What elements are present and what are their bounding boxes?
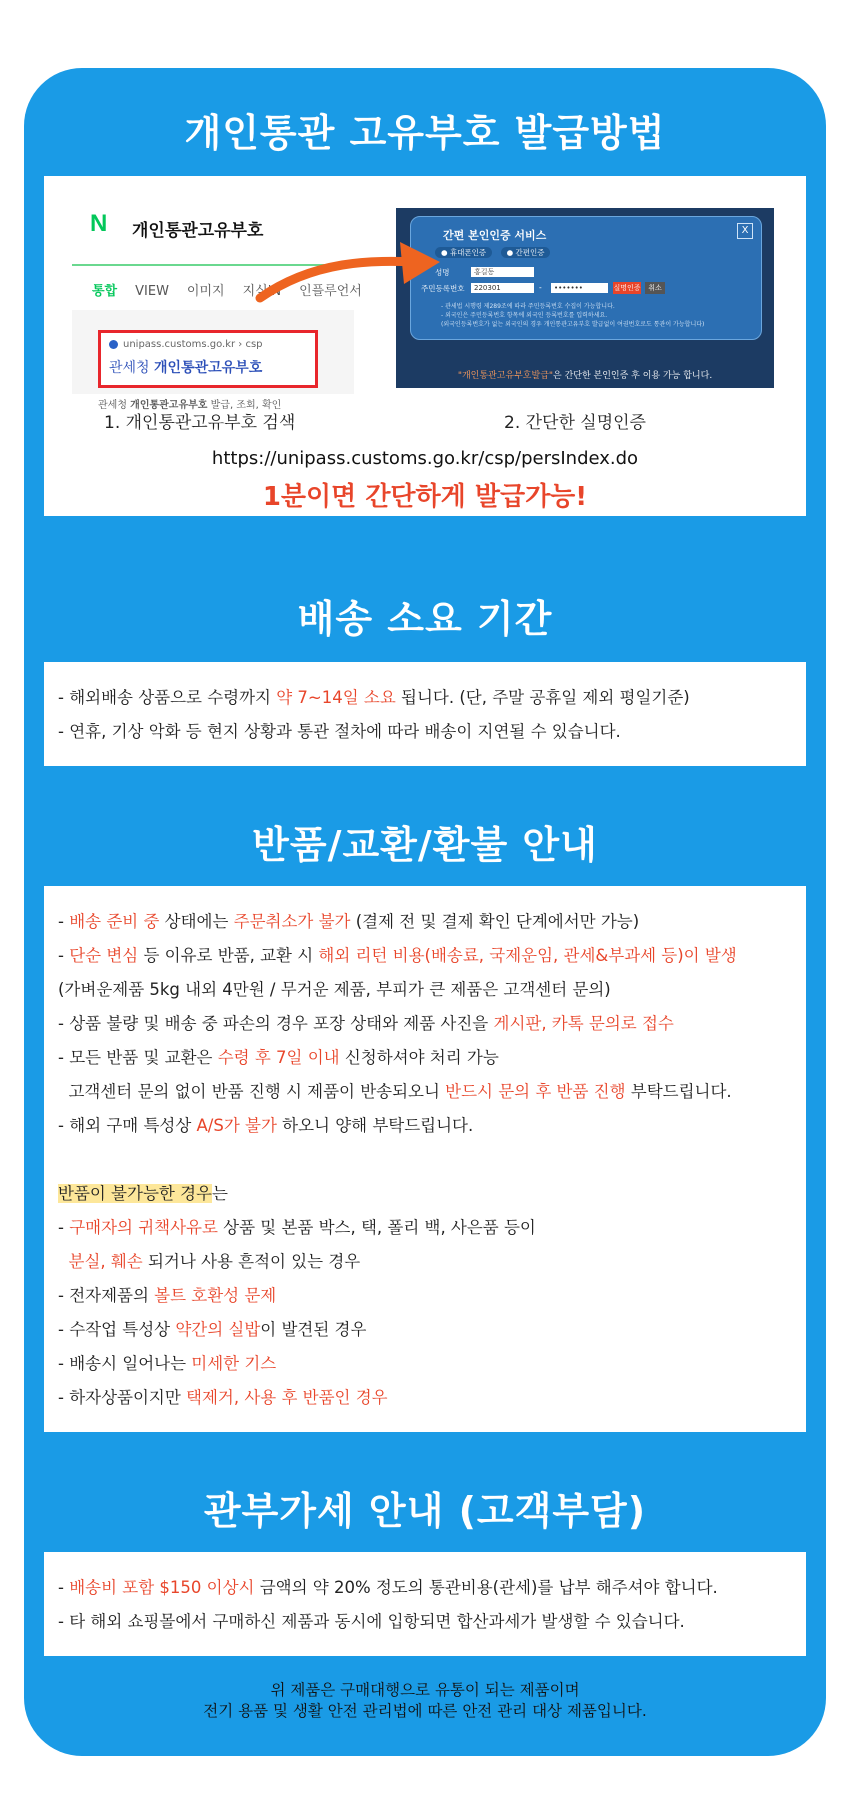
cancel-button: 취소 xyxy=(645,282,665,294)
id-back-field: ••••••• xyxy=(551,283,608,293)
delivery-panel xyxy=(44,662,806,766)
caption-verify: 2. 간단한 실명인증 xyxy=(504,413,646,433)
result-title: 관세청 개인통관고유부호 xyxy=(109,360,263,376)
non-returnable-line-3: - 전자제품의 볼트 호환성 문제 xyxy=(58,1286,277,1305)
cert-note-2: - 외국인은 주민등록번호 항목에 외국인 등록번호를 입력하세요. xyxy=(441,312,608,319)
result-description: 관세청 개인통관고유부호 발급, 조회, 확인 xyxy=(98,400,282,411)
return-line-3: (가벼운제품 5kg 내외 4만원 / 무거운 제품, 부피가 큰 제품은 고객센터 문의) xyxy=(58,980,611,999)
cert-note-3: (외국인등록번호가 없는 외국인의 경우 개인통관고유부호 발급없이 여권번호로도 통관이 가능합니다) xyxy=(441,321,705,328)
tab-image: 이미지 xyxy=(186,284,225,299)
unipass-url: https://unipass.customs.go.kr/csp/persIndex.do xyxy=(211,448,639,469)
customs-tax-panel xyxy=(44,1552,806,1656)
cert-note-1: - 관세법 시행령 제289조에 따라 주민등록번호 수집이 가능합니다. xyxy=(441,303,615,310)
non-returnable-line-4: - 수작업 특성상 약간의 실밥이 발견된 경우 xyxy=(58,1320,367,1339)
section-title-customs-code: 개인통관 고유부호 발급방법 xyxy=(184,111,666,155)
cert-screenshot xyxy=(396,208,774,388)
naver-logo: N xyxy=(90,210,108,237)
cert-radios: ● 휴대폰인증 ● 간편인증 xyxy=(435,247,550,258)
delivery-line-2: - 연휴, 기상 악화 등 현지 상황과 통관 절차에 따라 배송이 지연될 수 있습니다. xyxy=(58,722,621,741)
caption-search: 1. 개인통관고유부호 검색 xyxy=(104,413,296,433)
name-field: 홍길동 xyxy=(471,267,534,277)
confirm-button: 실명인증 xyxy=(613,284,641,292)
return-line-2: - 단순 변심 등 이유로 반품, 교환 시 해외 리턴 비용(배송료, 국제운임, 관세&부과세 등)이 발생 xyxy=(58,946,737,965)
footer-line-2: 전기 용품 및 생활 안전 관리법에 따른 안전 관리 대상 제품입니다. xyxy=(203,1702,647,1720)
section-title-customs-tax: 관부가세 안내 (고객부담) xyxy=(203,1489,647,1533)
search-query: 개인통관고유부호 xyxy=(132,221,264,241)
cert-dialog xyxy=(410,216,762,340)
id-label: 주민등록번호 xyxy=(421,284,465,293)
non-returnable-line-2: 분실, 훼손 되거나 사용 흔적이 있는 경우 xyxy=(68,1252,361,1271)
tab-view: VIEW xyxy=(135,284,169,299)
customs-code-panel xyxy=(44,176,806,516)
customs-emblem-icon xyxy=(109,340,118,349)
tab-all: 통합 xyxy=(92,284,118,299)
delivery-line-1: - 해외배송 상품으로 수령까지 약 7~14일 소요 됩니다. (단, 주말 공휴일 제외 평일기준) xyxy=(58,688,690,707)
return-line-5: - 모든 반품 및 교환은 수령 후 7일 이내 신청하셔야 처리 가능 xyxy=(58,1048,499,1067)
tab-influencer: 인플루언서 xyxy=(299,284,362,299)
footer-line-1: 위 제품은 구매대행으로 유통이 되는 제품이며 xyxy=(270,1681,580,1699)
name-label: 성명 xyxy=(435,268,450,277)
return-line-4: - 상품 불량 및 배송 중 파손의 경우 포장 상태와 제품 사진을 게시판, 카톡 문의로 접수 xyxy=(58,1014,674,1033)
section-title-delivery: 배송 소요 기간 xyxy=(297,597,553,641)
return-line-7: - 해외 구매 특성상 A/S가 불가 하오니 양해 부탁드립니다. xyxy=(58,1116,474,1135)
id-front-field: 220301 xyxy=(471,283,534,293)
non-returnable-line-5: - 배송시 일어나는 미세한 기스 xyxy=(58,1354,277,1373)
footer-notice xyxy=(24,1680,826,1722)
id-dash: - xyxy=(539,283,542,292)
result-highlight-box xyxy=(98,330,318,388)
close-icon: X xyxy=(737,223,753,239)
non-returnable-line-6: - 하자상품이지만 택제거, 사용 후 반품인 경우 xyxy=(58,1388,388,1407)
tax-line-1: - 배송비 포함 $150 이상시 금액의 약 20% 정도의 통관비용(관세)를 납부 해주셔야 합니다. xyxy=(58,1578,718,1597)
return-line-6: 고객센터 문의 없이 반품 진행 시 제품이 반송되오니 반드시 문의 후 반품 진행 부탁드립니다. xyxy=(58,1082,732,1101)
return-panel xyxy=(44,886,806,1432)
cert-footer: "개인통관고유부호발급"은 간단한 본인인증 후 이용 가능 합니다. xyxy=(457,371,713,381)
section-title-return: 반품/교환/환불 안내 xyxy=(252,823,598,867)
cert-title: 간편 본인인증 서비스 xyxy=(443,229,547,242)
result-url: unipass.customs.go.kr › csp xyxy=(109,339,263,350)
tab-kin: 지식iN xyxy=(242,284,282,299)
non-returnable-heading: 반품이 불가능한 경우는 xyxy=(58,1184,228,1203)
return-line-1: - 배송 준비 중 상태에는 주문취소가 불가 (결제 전 및 결제 확인 단계에서만 가능) xyxy=(58,912,640,931)
non-returnable-line-1: - 구매자의 귀책사유로 상품 및 본품 박스, 택, 폴리 백, 사은품 등이 xyxy=(58,1218,536,1237)
slogan: 1분이면 간단하게 발급가능! xyxy=(262,482,588,512)
info-card xyxy=(24,68,826,1756)
tax-line-2: - 타 해외 쇼핑몰에서 구매하신 제품과 동시에 입항되면 합산과세가 발생할 수 있습니다. xyxy=(58,1612,685,1631)
arrow-icon xyxy=(254,236,444,316)
